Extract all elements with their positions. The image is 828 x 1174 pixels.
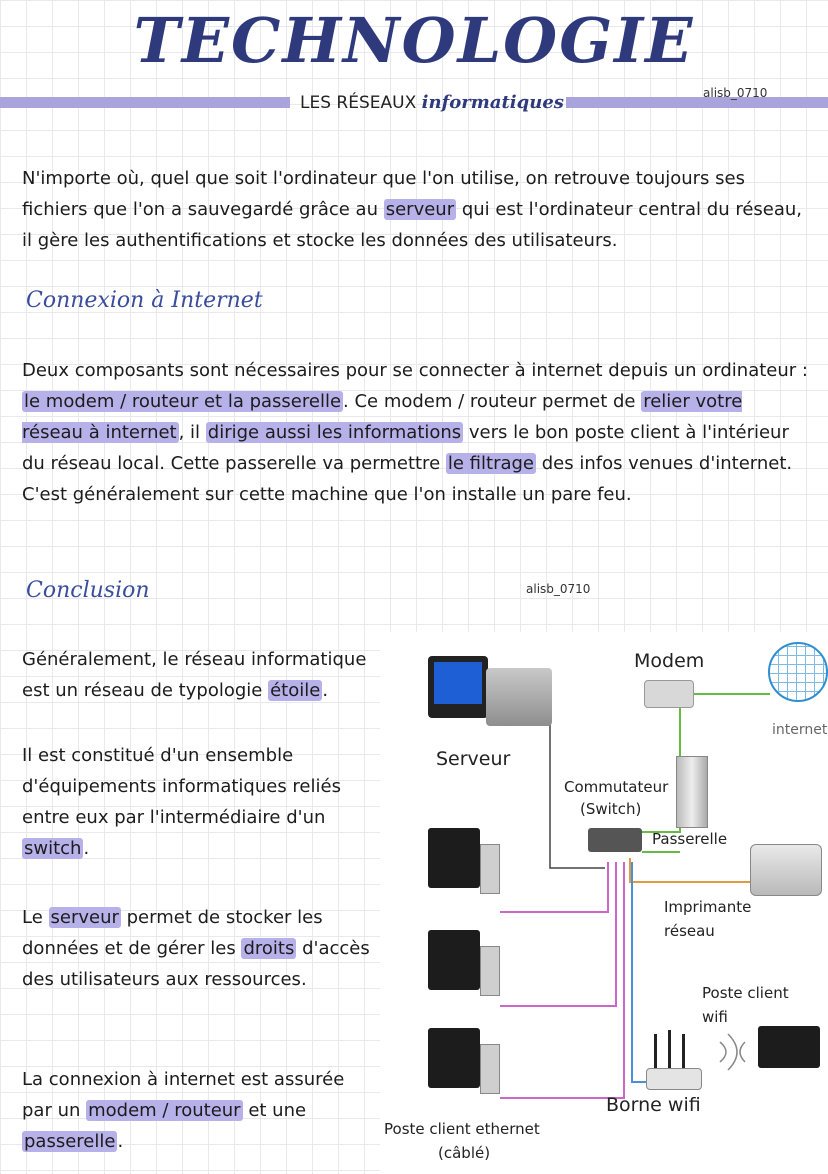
label-commutateur: Commutateur: [564, 778, 669, 796]
conclusion-text: permet de stocker les données et de gérer les: [22, 907, 323, 959]
section-heading-connexion: Connexion à Internet: [26, 288, 263, 313]
label-switch: (Switch): [580, 800, 642, 818]
client-tower-icon: [480, 946, 500, 996]
internet-globe-icon: [768, 642, 828, 702]
connexion-paragraph: [22, 355, 808, 510]
wifi-antenna-icon: [654, 1034, 657, 1070]
switch-icon: [588, 828, 642, 852]
page-subtitle: [300, 92, 564, 113]
label-poste-ethernet: Poste client ethernet: [384, 1120, 540, 1138]
conclusion-text: d'accès des utilisateurs aux ressources.: [22, 938, 370, 990]
passerelle-icon: [676, 756, 708, 828]
conclusion-text: .: [322, 680, 329, 701]
highlight-modem-passerelle: le modem / routeur et la passerelle: [24, 391, 342, 412]
author-handle-2: alisb_0710: [526, 582, 591, 596]
wifi-antenna-icon: [682, 1034, 685, 1070]
subtitle-script: informatiques: [421, 92, 564, 113]
conclusion-p1: [22, 644, 372, 706]
highlight-relier: relier votre réseau à internet: [22, 391, 743, 443]
server-icon: [486, 668, 552, 726]
label-wifi: wifi: [702, 1008, 728, 1026]
conclusion-text: Généralement, le réseau informatique est un réseau de typologie: [22, 649, 367, 701]
label-serveur: Serveur: [436, 748, 511, 770]
connexion-text-2: . Ce modem / routeur permet de: [343, 391, 642, 412]
conclusion-p2: [22, 740, 372, 864]
client-tower-icon: [480, 844, 500, 894]
conclusion-p3: [22, 902, 372, 995]
intro-text-1: N'importe où, quel que soit l'ordinateur que l'on utilise, on retrouve toujours ses fichiers que l'on a sauvegardé grâce au: [22, 168, 745, 220]
wifi-router-icon: [646, 1068, 702, 1090]
author-handle: alisb_0710: [703, 86, 768, 100]
page-title: TECHNOLOGIE: [133, 4, 695, 77]
header-bar-left: [0, 97, 290, 108]
section-heading-conclusion: Conclusion: [26, 578, 150, 603]
label-cable: (câblé): [438, 1144, 491, 1162]
conclusion-text: .: [83, 838, 90, 859]
highlight-modem-routeur: modem / routeur: [88, 1100, 241, 1121]
printer-icon: [750, 844, 822, 896]
highlight-filtrage: le filtrage: [447, 453, 534, 474]
network-diagram: [380, 632, 828, 1174]
laptop-icon: [758, 1026, 820, 1068]
client-pc-icon: [428, 1028, 480, 1088]
connexion-text-5: des infos venues d'internet. C'est généralement sur cette machine que l'on installe un pare feu.: [22, 453, 793, 505]
connexion-text-3: , il: [178, 422, 206, 443]
label-imprimante: Imprimante: [664, 898, 752, 916]
highlight-switch: switch: [24, 838, 82, 859]
wifi-antenna-icon: [668, 1030, 671, 1070]
conclusion-text: Il est constitué d'un ensemble d'équipements informatiques reliés entre eux par l'intermédiaire d'un: [22, 745, 341, 828]
connexion-text-4: vers le bon poste client à l'intérieur du réseau local. Cette passerelle va permettre: [22, 422, 789, 474]
client-tower-icon: [480, 1044, 500, 1094]
conclusion-text: La connexion à internet est assurée par un: [22, 1069, 345, 1121]
client-pc-icon: [428, 828, 480, 888]
connexion-text-1: Deux composants sont nécessaires pour se connecter à internet depuis un ordinateur :: [22, 360, 808, 381]
label-passerelle: Passerelle: [652, 830, 728, 848]
intro-text-2: qui est l'ordinateur central du réseau, il gère les authentifications et stocke les données des utilisateurs.: [22, 199, 803, 251]
label-poste-wifi: Poste client: [702, 984, 789, 1002]
conclusion-text: .: [117, 1131, 124, 1152]
subtitle-plain: LES RÉSEAUX: [300, 93, 417, 113]
intro-paragraph: [22, 163, 808, 256]
highlight-serveur-2: serveur: [50, 907, 119, 928]
conclusion-p4: [22, 1064, 372, 1157]
label-borne-wifi: Borne wifi: [606, 1094, 701, 1116]
modem-icon: [644, 680, 694, 708]
highlight-droits: droits: [243, 938, 295, 959]
label-modem: Modem: [634, 650, 705, 672]
highlight-serveur: serveur: [385, 199, 455, 220]
conclusion-text: Le: [22, 907, 49, 928]
header-bar-right: [566, 97, 828, 108]
highlight-passerelle: passerelle: [24, 1131, 116, 1152]
client-pc-icon: [428, 930, 480, 990]
label-internet: internet: [772, 722, 828, 738]
label-reseau: réseau: [664, 922, 715, 940]
conclusion-text: et une: [242, 1100, 307, 1121]
highlight-etoile: étoile: [270, 680, 321, 701]
highlight-dirige: dirige aussi les informations: [207, 422, 462, 443]
server-monitor-icon: [428, 656, 488, 718]
